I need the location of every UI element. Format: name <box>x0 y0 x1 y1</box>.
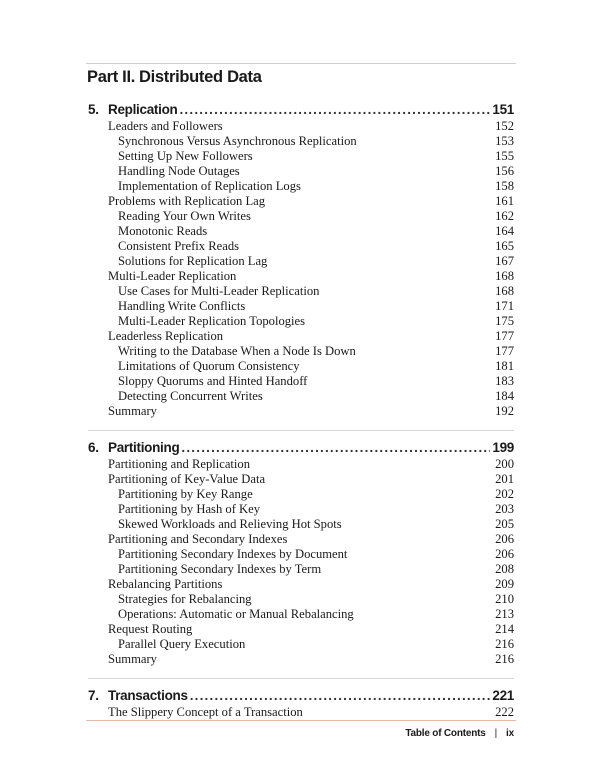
chapter-page-number: 199 <box>492 440 514 455</box>
entry-title: Problems with Replication Lag <box>108 194 266 208</box>
chapter-number: 7. <box>88 688 99 703</box>
entry-title: Implementation of Replication Logs <box>118 179 301 193</box>
entry-page-number: 155 <box>495 149 514 163</box>
entry-page-number: 216 <box>495 637 514 651</box>
entry-title: Handling Write Conflicts <box>118 299 246 313</box>
toc-section-entry[interactable] <box>88 457 514 472</box>
chapter-heading[interactable] <box>88 439 514 456</box>
entry-title: Sloppy Quorums and Hinted Handoff <box>118 374 308 388</box>
footer-label: Table of Contents <box>405 728 486 739</box>
entry-title: Consistent Prefix Reads <box>118 239 240 253</box>
toc-section-entry[interactable] <box>88 705 514 720</box>
entry-title: Partitioning and Replication <box>108 457 251 471</box>
entry-page-number: 192 <box>495 404 514 418</box>
entry-title: Partitioning by Key Range <box>118 487 253 501</box>
entry-page-number: 181 <box>495 359 514 373</box>
toc-subsection-entry[interactable] <box>88 562 514 577</box>
entry-page-number: 168 <box>495 269 514 283</box>
part-heading <box>87 68 262 87</box>
toc-section-entry[interactable] <box>88 329 514 344</box>
entry-title: Strategies for Rebalancing <box>118 592 252 606</box>
toc-subsection-entry[interactable] <box>88 502 514 517</box>
toc-subsection-entry[interactable] <box>88 607 514 622</box>
entry-page-number: 184 <box>495 389 514 403</box>
toc-section-entry[interactable] <box>88 269 514 284</box>
entry-title: Partitioning Secondary Indexes by Document <box>118 547 348 561</box>
entry-page-number: 156 <box>495 164 514 178</box>
entry-title: Partitioning by Hash of Key <box>118 502 261 516</box>
toc-subsection-entry[interactable] <box>88 209 514 224</box>
entry-page-number: 162 <box>495 209 514 223</box>
entry-title: Parallel Query Execution <box>118 637 246 651</box>
entry-page-number: 167 <box>495 254 514 268</box>
entry-page-number: 209 <box>495 577 514 591</box>
dot-leader <box>190 687 491 704</box>
toc-subsection-entry[interactable] <box>88 592 514 607</box>
entry-title: Multi-Leader Replication Topologies <box>118 314 306 328</box>
entry-page-number: 201 <box>495 472 514 486</box>
toc-subsection-entry[interactable] <box>88 149 514 164</box>
entry-title: Rebalancing Partitions <box>108 577 223 591</box>
entry-page-number: 158 <box>495 179 514 193</box>
entry-title: Multi-Leader Replication <box>108 269 237 283</box>
toc-subsection-entry[interactable] <box>88 389 514 404</box>
entry-page-number: 177 <box>495 329 514 343</box>
chapter-heading[interactable] <box>88 687 514 704</box>
entry-title: Request Routing <box>108 622 193 636</box>
entry-title: Partitioning of Key-Value Data <box>108 472 266 486</box>
toc-section-entry[interactable] <box>88 404 514 419</box>
chapter-title: Replication <box>108 102 178 117</box>
toc-subsection-entry[interactable] <box>88 224 514 239</box>
dot-leader <box>179 101 490 118</box>
toc-subsection-entry[interactable] <box>88 359 514 374</box>
entry-title: Writing to the Database When a Node Is Down <box>118 344 356 358</box>
entry-page-number: 203 <box>495 502 514 516</box>
toc-subsection-entry[interactable] <box>88 164 514 179</box>
chapter-title: Partitioning <box>108 440 180 455</box>
entry-title: Use Cases for Multi-Leader Replication <box>118 284 320 298</box>
entry-page-number: 214 <box>495 622 514 636</box>
toc-section-entry[interactable] <box>88 622 514 637</box>
table-of-contents <box>88 101 514 720</box>
toc-subsection-entry[interactable] <box>88 487 514 502</box>
toc-subsection-entry[interactable] <box>88 299 514 314</box>
toc-subsection-entry[interactable] <box>88 284 514 299</box>
entry-page-number: 213 <box>495 607 514 621</box>
entry-page-number: 164 <box>495 224 514 238</box>
chapter-section <box>88 678 514 720</box>
chapter-heading[interactable] <box>88 101 514 118</box>
entry-title: Leaders and Followers <box>108 119 223 133</box>
toc-subsection-entry[interactable] <box>88 179 514 194</box>
entry-title: Skewed Workloads and Relieving Hot Spots <box>118 517 342 531</box>
entry-page-number: 222 <box>495 705 514 719</box>
chapter-section <box>88 101 514 419</box>
entry-page-number: 216 <box>495 652 514 666</box>
entry-title: Partitioning and Secondary Indexes <box>108 532 288 546</box>
entry-page-number: 205 <box>495 517 514 531</box>
part-title: Distributed Data <box>139 68 262 86</box>
entry-title: Leaderless Replication <box>108 329 224 343</box>
chapter-number: 6. <box>88 440 99 455</box>
entry-page-number: 177 <box>495 344 514 358</box>
footer-rule <box>86 720 516 721</box>
chapter-number: 5. <box>88 102 99 117</box>
entry-page-number: 171 <box>495 299 514 313</box>
entry-title: Handling Node Outages <box>118 164 240 178</box>
toc-section-entry[interactable] <box>88 194 514 209</box>
entry-title: Operations: Automatic or Manual Rebalancing <box>118 607 354 621</box>
entry-title: Monotonic Reads <box>118 224 208 238</box>
toc-subsection-entry[interactable] <box>88 637 514 652</box>
entry-page-number: 153 <box>495 134 514 148</box>
toc-subsection-entry[interactable] <box>88 134 514 149</box>
footer-separator: | <box>494 728 498 739</box>
page-footer <box>405 728 514 739</box>
toc-section-entry[interactable] <box>88 652 514 667</box>
toc-subsection-entry[interactable] <box>88 517 514 532</box>
top-rule <box>86 63 516 64</box>
toc-subsection-entry[interactable] <box>88 344 514 359</box>
entry-page-number: 202 <box>495 487 514 501</box>
entry-page-number: 200 <box>495 457 514 471</box>
toc-section-entry[interactable] <box>88 532 514 547</box>
entry-page-number: 208 <box>495 562 514 576</box>
entry-page-number: 183 <box>495 374 514 388</box>
toc-subsection-entry[interactable] <box>88 239 514 254</box>
toc-subsection-entry[interactable] <box>88 374 514 389</box>
entry-title: Reading Your Own Writes <box>118 209 251 223</box>
entry-page-number: 152 <box>495 119 514 133</box>
entry-page-number: 175 <box>495 314 514 328</box>
toc-subsection-entry[interactable] <box>88 314 514 329</box>
entry-page-number: 206 <box>495 532 514 546</box>
entry-page-number: 161 <box>495 194 514 208</box>
entry-title: The Slippery Concept of a Transaction <box>108 705 303 719</box>
entry-title: Setting Up New Followers <box>118 149 253 163</box>
entry-title: Detecting Concurrent Writes <box>118 389 263 403</box>
entry-title: Limitations of Quorum Consistency <box>118 359 300 373</box>
toc-section-entry[interactable] <box>88 577 514 592</box>
entry-page-number: 210 <box>495 592 514 606</box>
toc-subsection-entry[interactable] <box>88 547 514 562</box>
chapter-page-number: 221 <box>492 688 514 703</box>
chapter-section <box>88 430 514 667</box>
toc-section-entry[interactable] <box>88 119 514 134</box>
entry-title: Solutions for Replication Lag <box>118 254 268 268</box>
entry-page-number: 206 <box>495 547 514 561</box>
entry-page-number: 168 <box>495 284 514 298</box>
entry-page-number: 165 <box>495 239 514 253</box>
entry-title: Summary <box>108 652 157 666</box>
chapter-page-number: 151 <box>492 102 514 117</box>
toc-section-entry[interactable] <box>88 472 514 487</box>
toc-subsection-entry[interactable] <box>88 254 514 269</box>
part-label: Part II. <box>87 68 136 86</box>
footer-page-number: ix <box>506 728 514 739</box>
chapter-title: Transactions <box>108 688 188 703</box>
dot-leader <box>181 439 490 456</box>
entry-title: Partitioning Secondary Indexes by Term <box>118 562 322 576</box>
entry-title: Summary <box>108 404 157 418</box>
entry-title: Synchronous Versus Asynchronous Replication <box>118 134 357 148</box>
